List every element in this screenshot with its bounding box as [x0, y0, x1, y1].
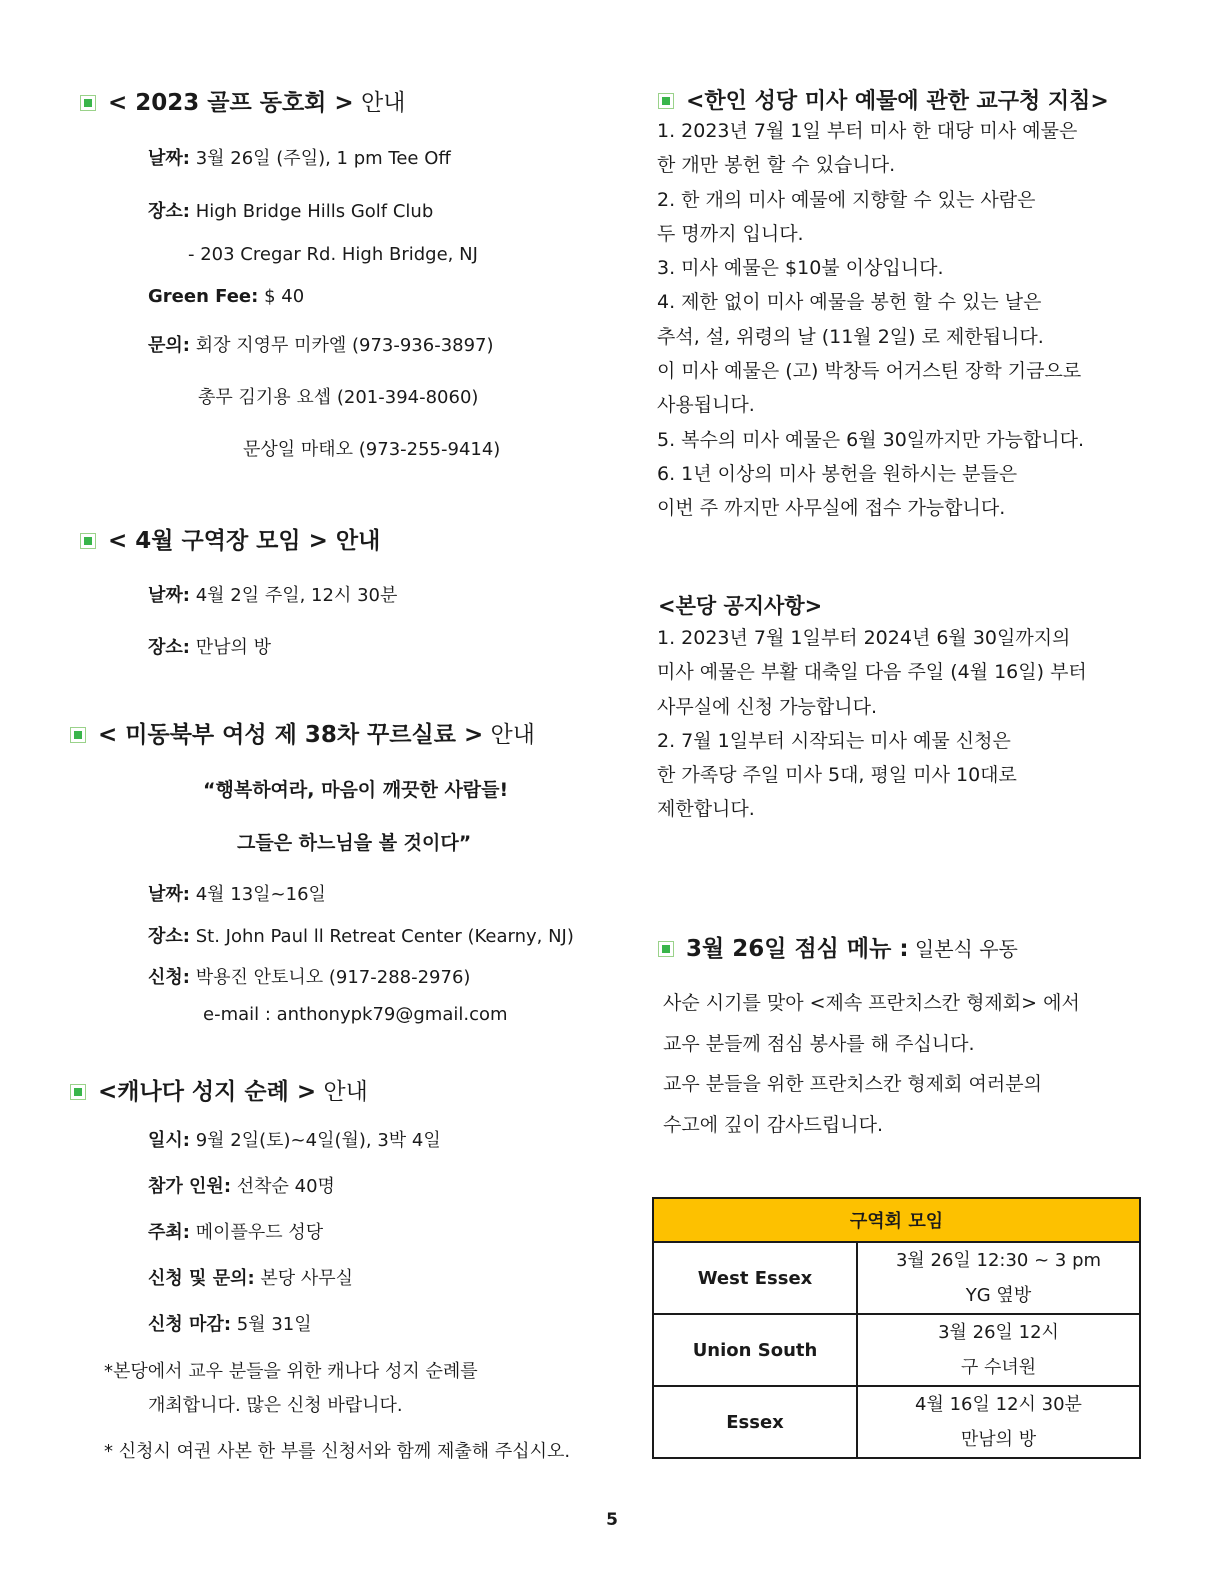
cursillo-quote-2: 그들은 하느님을 볼 것이다” — [237, 832, 472, 854]
mass-guidelines-line: 추석, 설, 위령의 날 (11월 2일) 로 제한됩니다. — [657, 325, 1044, 348]
mass-guidelines-line: 이 미사 예물은 (고) 박창득 어거스틴 장학 기금으로 — [657, 360, 1082, 383]
pilgrimage-title: <캐나다 성지 순례 > 안내 — [70, 1073, 368, 1106]
lunch-line: 교우 분들께 점심 봉사를 해 주십니다. — [663, 1032, 975, 1055]
district-name: West Essex — [653, 1242, 857, 1314]
golf-contact: 문의: 회장 지영무 미카엘 (973-936-3897) — [148, 335, 494, 356]
mass-guidelines-line: 1. 2023년 7월 1일 부터 미사 한 대당 미사 예물은 — [657, 120, 1078, 142]
golf-contact-2: 총무 김기용 요셉 (201-394-8060) — [198, 387, 479, 408]
pilgrimage-time: 일시: 9월 2일(토)~4일(월), 3박 4일 — [148, 1130, 441, 1151]
mass-guidelines-line: 3. 미사 예물은 $10불 이상입니다. — [657, 257, 944, 280]
green-square-bullet-icon — [658, 941, 674, 957]
meeting-time: 3월 26일 12:30 ~ 3 pm — [895, 1250, 1102, 1271]
district-place: 장소: 만남의 방 — [148, 637, 271, 658]
pilgrimage-people: 참가 인원: 선착순 40명 — [148, 1176, 335, 1197]
table-row — [653, 1386, 1140, 1458]
golf-date: 날짜: 3월 26일 (주일), 1 pm Tee Off — [148, 148, 451, 169]
cursillo-apply: 신청: 박용진 안토니오 (917-288-2976) — [148, 967, 471, 988]
district-meeting-table — [652, 1197, 1141, 1459]
pilgrimage-note-2: * 신청시 여권 사본 한 부를 신청서와 함께 제출해 주십시오. — [104, 1441, 571, 1462]
district-name: Essex — [653, 1386, 857, 1458]
meeting-place: 만남의 방 — [960, 1429, 1037, 1450]
pilgrimage-host: 주최: 메이플우드 성당 — [148, 1222, 324, 1243]
district-date: 날짜: 4월 2일 주일, 12시 30분 — [148, 585, 398, 606]
green-square-bullet-icon — [80, 95, 96, 111]
golf-place: 장소: High Bridge Hills Golf Club — [148, 201, 434, 222]
cursillo-date: 날짜: 4월 13일~16일 — [148, 884, 326, 905]
meeting-detail — [857, 1242, 1140, 1314]
cursillo-place: 장소: St. John Paul ll Retreat Center (Kearny, NJ) — [148, 926, 574, 947]
parish-notice-line: 한 가족당 주일 미사 5대, 평일 미사 10대로 — [657, 764, 1017, 787]
table-header: 구역회 모임 — [653, 1198, 1140, 1242]
green-square-bullet-icon — [70, 1084, 86, 1100]
mass-guidelines-line: 이번 주 까지만 사무실에 접수 가능합니다. — [657, 497, 1006, 520]
parish-notice-line: 2. 7월 1일부터 시작되는 미사 예물 신청은 — [657, 729, 1011, 752]
mass-guidelines-line: 두 명까지 입니다. — [657, 222, 804, 245]
mass-guidelines-line: 한 개만 봉헌 할 수 있습니다. — [657, 154, 896, 177]
lunch-title: 3월 26일 점심 메뉴 : 일본식 우동 — [658, 930, 1018, 963]
golf-contact-3: 문상일 마태오 (973-255-9414) — [243, 439, 501, 460]
meeting-time: 4월 16일 12시 30분 — [915, 1394, 1082, 1415]
golf-fee: Green Fee: $ 40 — [148, 286, 305, 307]
mass-guidelines-line: 4. 제한 없이 미사 예물을 봉헌 할 수 있는 날은 — [657, 291, 1042, 314]
parish-notice-line: 제한합니다. — [657, 798, 755, 821]
lunch-body — [663, 983, 1080, 1145]
pilgrimage-deadline: 신청 마감: 5월 31일 — [148, 1314, 312, 1335]
pilgrimage-inquiry: 신청 및 문의: 본당 사무실 — [148, 1268, 354, 1289]
golf-address: - 203 Cregar Rd. High Bridge, NJ — [188, 244, 478, 265]
district-name: Union South — [653, 1314, 857, 1386]
parish-notice-title: <본당 공지사항> — [658, 594, 823, 618]
lunch-line: 사순 시기를 맞아 <제속 프란치스칸 형제회> 에서 — [663, 992, 1080, 1014]
green-square-bullet-icon — [80, 533, 96, 549]
table-row — [653, 1314, 1140, 1386]
parish-notice-body — [657, 621, 1087, 827]
parish-notice-line: 미사 예물은 부활 대축일 다음 주일 (4월 16일) 부터 — [657, 661, 1087, 684]
mass-guidelines-line: 사용됩니다. — [657, 394, 755, 417]
mass-guidelines-line: 2. 한 개의 미사 예물에 지향할 수 있는 사람은 — [657, 188, 1036, 211]
meeting-detail — [857, 1386, 1140, 1458]
meeting-detail — [857, 1314, 1140, 1386]
mass-guidelines-line: 5. 복수의 미사 예물은 6월 30일까지만 가능합니다. — [657, 428, 1085, 451]
pilgrimage-note-1a: *본당에서 교우 분들을 위한 캐나다 성지 순례를 — [104, 1361, 478, 1382]
meeting-time: 3월 26일 12시 — [938, 1322, 1059, 1343]
lunch-line: 교우 분들을 위한 프란치스칸 형제회 여러분의 — [663, 1073, 1042, 1095]
green-square-bullet-icon — [70, 727, 86, 743]
meeting-place: YG 옆방 — [965, 1285, 1032, 1306]
mass-guidelines-title: <한인 성당 미사 예물에 관한 교구청 지침> — [658, 84, 1109, 115]
cursillo-title: < 미동북부 여성 제 38차 꾸르실료 > 안내 — [70, 716, 535, 749]
table-row — [653, 1242, 1140, 1314]
pilgrimage-note-1b: 개최합니다. 많은 신청 바랍니다. — [148, 1395, 403, 1416]
parish-notice-line: 1. 2023년 7월 1일부터 2024년 6월 30일까지의 — [657, 627, 1071, 649]
mass-guidelines-line: 6. 1년 이상의 미사 봉헌을 원하시는 분들은 — [657, 462, 1018, 485]
page-number: 5 — [606, 1510, 618, 1530]
meeting-place: 구 수녀원 — [960, 1357, 1037, 1378]
parish-notice-line: 사무실에 신청 가능합니다. — [657, 695, 878, 718]
mass-guidelines-body — [657, 114, 1084, 526]
district-title: < 4월 구역장 모임 > 안내 — [80, 522, 380, 555]
green-square-bullet-icon — [658, 93, 674, 109]
cursillo-quote-1: “행복하여라, 마음이 깨끗한 사람들! — [203, 779, 509, 801]
lunch-line: 수고에 깊이 감사드립니다. — [663, 1113, 884, 1136]
cursillo-email: e-mail : anthonypk79@gmail.com — [203, 1004, 508, 1025]
golf-title: < 2023 골프 동호회 > 안내 — [80, 84, 405, 117]
